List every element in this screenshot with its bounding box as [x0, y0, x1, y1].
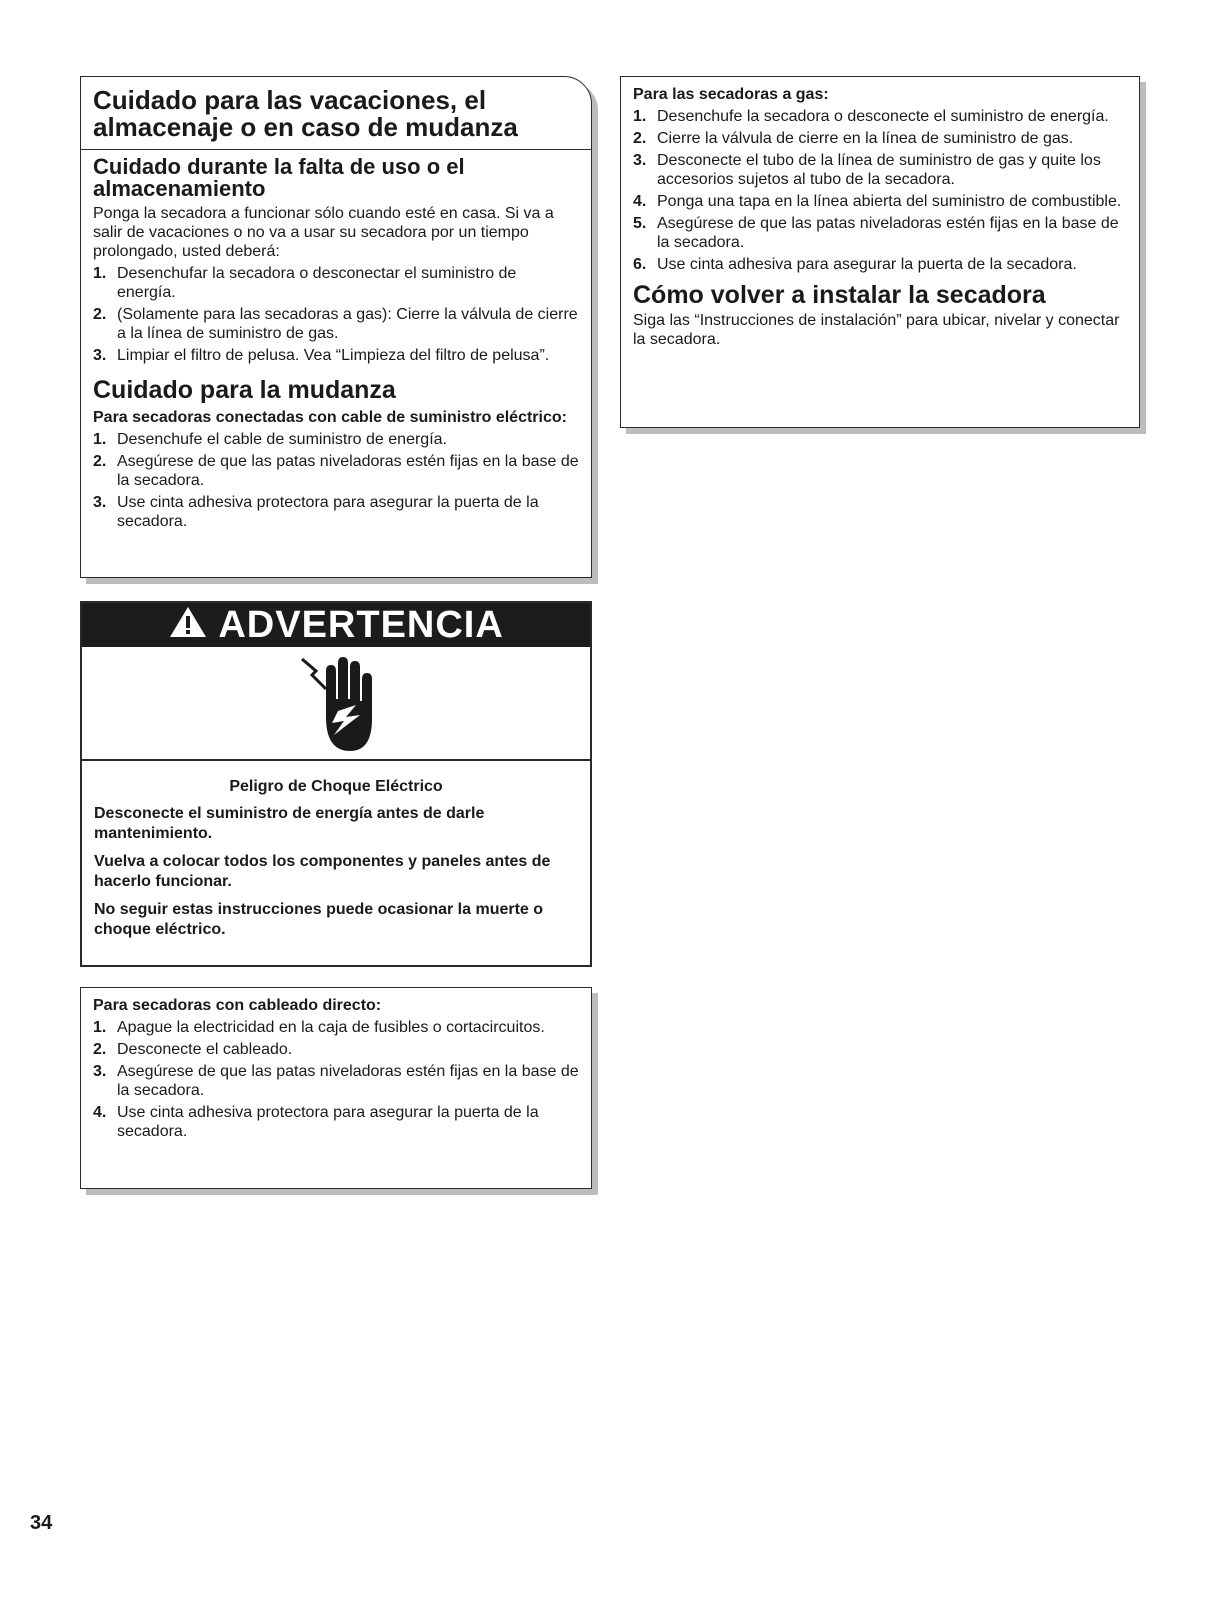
step-number: 4. [633, 193, 647, 210]
list-item [633, 129, 1127, 148]
step-text: Desenchufe la secadora o desconecte el suministro de energía. [657, 108, 1109, 125]
direct-wired-box [80, 987, 592, 1189]
gas-dryer-box [620, 76, 1140, 428]
list-item [93, 1040, 579, 1059]
step-text: Desenchufe el cable de suministro de energía. [117, 431, 447, 448]
gas-label: Para las secadoras a gas: [633, 86, 829, 103]
step-number: 2. [93, 453, 107, 470]
step-number: 2. [93, 1041, 107, 1058]
page-number: 34 [30, 1512, 53, 1534]
list-item [93, 493, 579, 531]
step-text: Desenchufar la secadora o desconectar el suministro de energía. [117, 265, 517, 301]
step-number: 1. [633, 108, 647, 125]
list-item [93, 1062, 579, 1100]
list-item [633, 151, 1127, 189]
page-title: Cuidado para las vacaciones, el almacenaje o en caso de mudanza [93, 85, 518, 142]
reinstall-heading: Cómo volver a instalar la secadora [633, 281, 1046, 309]
step-number: 3. [93, 1063, 107, 1080]
step-text: Asegúrese de que las patas niveladoras estén fijas en la base de la secadora. [117, 1063, 579, 1099]
warning-box [80, 601, 592, 967]
storage-care-box [80, 76, 592, 578]
warning-line: Vuelva a colocar todos los componentes y paneles antes de hacerlo funcionar. [94, 853, 551, 890]
reinstall-text: Siga las “Instrucciones de instalación” para ubicar, nivelar y conectar la secadora. [633, 312, 1120, 348]
step-text: Use cinta adhesiva protectora para asegurar la puerta de la secadora. [117, 1104, 539, 1140]
list-item [93, 346, 579, 365]
corded-label: Para secadoras conectadas con cable de suministro eléctrico: [93, 409, 567, 426]
step-number: 2. [633, 130, 647, 147]
step-number: 3. [633, 152, 647, 169]
direct-wired-label: Para secadoras con cableado directo: [93, 997, 382, 1014]
warning-line: No seguir estas instrucciones puede ocasionar la muerte o choque eléctrico. [94, 901, 544, 938]
storage-steps [93, 264, 579, 365]
list-item [93, 264, 579, 302]
warning-subtitle: Peligro de Choque Eléctrico [229, 778, 443, 795]
warning-icon-area [82, 647, 590, 761]
list-item [93, 1103, 579, 1141]
step-text: Apague la electricidad en la caja de fusibles o cortacircuitos. [117, 1019, 545, 1036]
list-item [633, 214, 1127, 252]
list-item [93, 305, 579, 343]
list-item [633, 107, 1127, 126]
gas-steps [633, 107, 1127, 274]
step-number: 3. [93, 347, 107, 364]
warning-banner [82, 603, 590, 647]
storage-section [81, 150, 591, 537]
step-number: 4. [93, 1104, 107, 1121]
step-text: (Solamente para las secadoras a gas): Cierre la válvula de cierre a la línea de suministro de gas. [117, 306, 578, 342]
storage-intro: Ponga la secadora a funcionar sólo cuando esté en casa. Si va a salir de vacaciones o no va a usar su secadora por un tiempo prolongado, usted deberá: [93, 205, 554, 260]
step-number: 1. [93, 265, 107, 282]
step-text: Desconecte el tubo de la línea de suministro de gas y quite los accesorios sujetos al tubo de la secadora. [657, 152, 1101, 188]
step-text: Ponga una tapa en la línea abierta del suministro de combustible. [657, 193, 1122, 210]
list-item [633, 192, 1127, 211]
warning-triangle-icon [168, 605, 208, 649]
list-item [633, 255, 1127, 274]
list-item [93, 452, 579, 490]
step-number: 3. [93, 494, 107, 511]
step-text: Limpiar el filtro de pelusa. Vea “Limpieza del filtro de pelusa”. [117, 347, 550, 364]
warning-line: Desconecte el suministro de energía antes de darle mantenimiento. [94, 805, 485, 842]
moving-steps [93, 430, 579, 531]
list-item [93, 430, 579, 449]
step-number: 1. [93, 431, 107, 448]
step-text: Asegúrese de que las patas niveladoras estén fijas en la base de la secadora. [117, 453, 579, 489]
warning-message [82, 761, 590, 940]
moving-heading: Cuidado para la mudanza [93, 376, 396, 404]
direct-wired-steps [93, 1018, 579, 1141]
step-number: 5. [633, 215, 647, 232]
storage-heading: Cuidado durante la falta de uso o el almacenamiento [93, 154, 465, 201]
box-title-wrap [81, 77, 591, 150]
step-text: Cierre la válvula de cierre en la línea de suministro de gas. [657, 130, 1074, 147]
step-text: Use cinta adhesiva para asegurar la puerta de la secadora. [657, 256, 1077, 273]
list-item [93, 1018, 579, 1037]
electric-shock-hand-icon [298, 655, 378, 755]
warning-title: ADVERTENCIA [218, 604, 504, 646]
step-number: 6. [633, 256, 647, 273]
step-number: 2. [93, 306, 107, 323]
step-number: 1. [93, 1019, 107, 1036]
step-text: Desconecte el cableado. [117, 1041, 293, 1058]
step-text: Use cinta adhesiva protectora para asegurar la puerta de la secadora. [117, 494, 539, 530]
step-text: Asegúrese de que las patas niveladoras estén fijas en la base de la secadora. [657, 215, 1119, 251]
